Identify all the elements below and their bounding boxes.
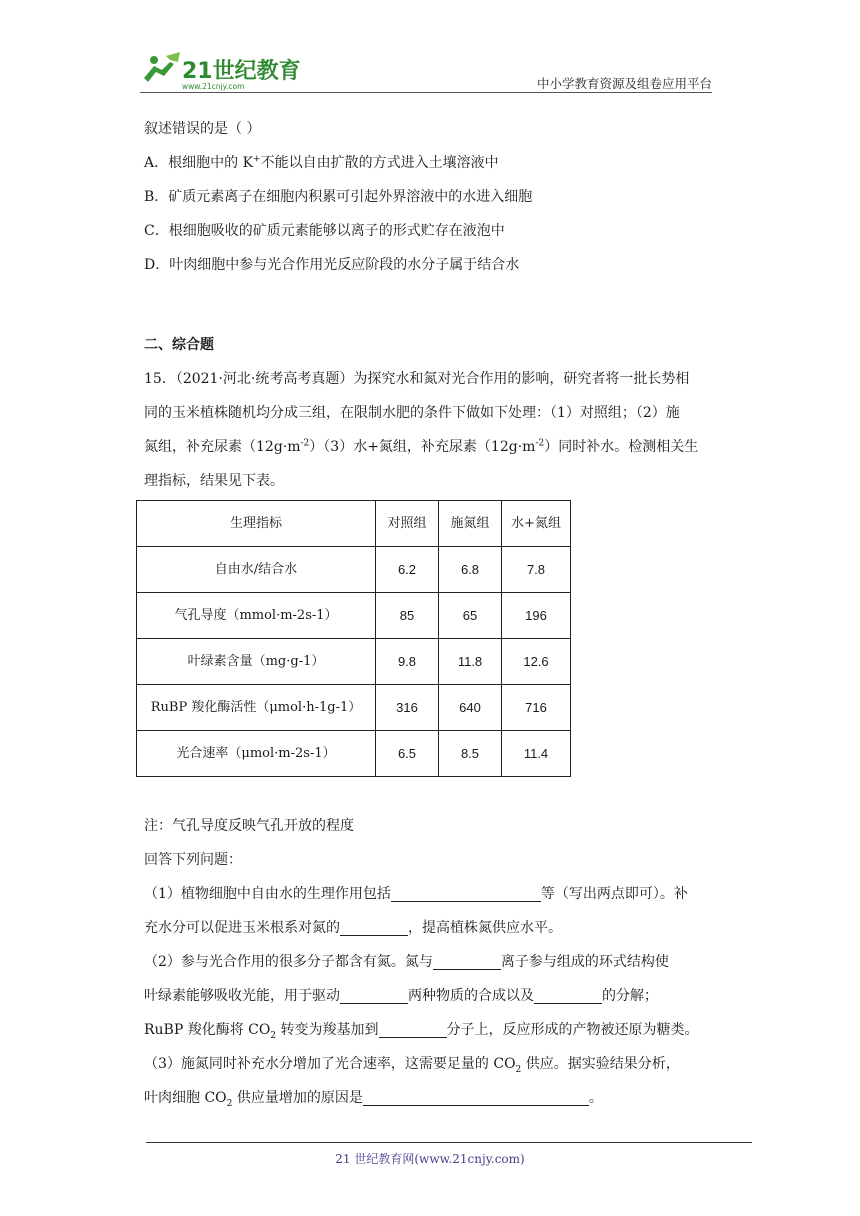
table-header-cell: 生理指标 — [137, 501, 376, 547]
q15-intro-1: 15．（2021·河北·统考高考真题）为探究水和氮对光合作用的影响，研究者将一批长势相 — [144, 371, 690, 387]
document-body — [144, 112, 724, 1115]
table-cell: 6.5 — [376, 731, 439, 777]
answer-blank[interactable] — [433, 951, 501, 970]
table-cell: 光合速率（μmol·m-2s-1） — [137, 731, 376, 777]
table-cell: 316 — [376, 685, 439, 731]
table-cell: 6.8 — [439, 547, 502, 593]
table-cell: 叶绿素含量（mg·g-1） — [137, 639, 376, 685]
table-cell: 640 — [439, 685, 502, 731]
table-cell: 8.5 — [439, 731, 502, 777]
data-table — [136, 500, 571, 777]
footer-divider — [146, 1142, 752, 1143]
page-header — [140, 48, 712, 92]
table-row — [137, 685, 571, 731]
table-row — [137, 639, 571, 685]
option-b: B．矿质元素离子在细胞内积累可引起外界溶液中的水进入细胞 — [144, 189, 533, 205]
answer-blank[interactable] — [534, 985, 602, 1004]
part-3-line-1: （3）施氮同时补充水分增加了光合速率，这需要足量的 $CO_2$ 供应。据实验结果分析， — [144, 1056, 680, 1075]
answer-prompt: 回答下列问题： — [144, 852, 242, 868]
option-c: C．根细胞吸收的矿质元素能够以离子的形式贮存在液泡中 — [144, 223, 505, 239]
table-header-cell: 对照组 — [376, 501, 439, 547]
header-divider — [140, 92, 712, 93]
q15-intro-4: 理指标，结果见下表。 — [144, 473, 284, 489]
part-1-line-1: （1）植物细胞中自由水的生理作用包括 等（写出两点即可）。补 — [144, 877, 724, 911]
table-cell: 716 — [502, 685, 571, 731]
part-2-line-1: （2）参与光合作用的很多分子都含有氮。氮与 离子参与组成的环式结构使 — [144, 945, 724, 979]
q15-intro-2: 同的玉米植株随机均分成三组，在限制水肥的条件下做如下处理：（1）对照组；（2）施 — [144, 405, 680, 421]
q14-stem: 叙述错误的是（ ） — [144, 121, 261, 137]
table-note: 注：气孔导度反映气孔开放的程度 — [144, 818, 354, 834]
svg-text:www.21cnjy.com: www.21cnjy.com — [182, 82, 245, 91]
table-cell: 11.8 — [439, 639, 502, 685]
table-header-row — [137, 501, 571, 547]
table-row — [137, 593, 571, 639]
table-cell: 11.4 — [502, 731, 571, 777]
q15-intro-3: 氮组，补充尿素$(12g\cdot m^{-2})(3)$水+氮组，补充尿素$(12g\cdot m^{-2})$同时补水。检测相关生 — [144, 438, 699, 455]
answer-blank[interactable] — [363, 1087, 589, 1106]
answer-blank[interactable] — [379, 1019, 447, 1038]
table-cell: 65 — [439, 593, 502, 639]
option-d: D．叶肉细胞中参与光合作用光反应阶段的水分子属于结合水 — [144, 257, 520, 273]
part-2-line-2: 叶绿素能够吸收光能，用于驱动 两种物质的合成以及 的分解； — [144, 979, 724, 1013]
table-cell: 12.6 — [502, 639, 571, 685]
option-a: A．根细胞中的 K+不能以自由扩散的方式进入土壤溶液中 — [144, 154, 499, 171]
table-header-cell: 施氮组 — [439, 501, 502, 547]
section-title: 二、综合题 — [144, 337, 214, 353]
answer-blank[interactable] — [391, 883, 541, 902]
table-cell: 196 — [502, 593, 571, 639]
table-cell: 6.2 — [376, 547, 439, 593]
site-logo — [140, 48, 315, 92]
table-cell: 9.8 — [376, 639, 439, 685]
part-3-line-2: 叶肉细胞 $CO_2$ 供应量增加的原因是 。 — [144, 1081, 724, 1115]
table-row — [137, 547, 571, 593]
table-cell: 85 — [376, 593, 439, 639]
table-cell: 自由水/结合水 — [137, 547, 376, 593]
answer-blank[interactable] — [340, 985, 408, 1004]
part-1-line-2: 充水分可以促进玉米根系对氮的 ，提高植株氮供应水平。 — [144, 911, 724, 945]
table-header-cell: 水+氮组 — [502, 501, 571, 547]
svg-text:21世纪教育: 21世纪教育 — [182, 59, 301, 84]
table-cell: RuBP 羧化酶活性（μmol·h-1g-1） — [137, 685, 376, 731]
table-cell: 7.8 — [502, 547, 571, 593]
part-2-line-3: RuBP 羧化酶将 $CO_2$ 转变为羧基加到 分子上，反应形成的产物被还原为糖类。 — [144, 1013, 724, 1047]
header-platform-text: 中小学教育资源及组卷应用平台 — [536, 76, 712, 91]
answer-blank[interactable] — [340, 917, 408, 936]
table-row — [137, 731, 571, 777]
table-cell: 气孔导度（mmol·m-2s-1） — [137, 593, 376, 639]
page-footer[interactable]: 21 世纪教育网(www.21cnjy.com) — [335, 1152, 525, 1166]
